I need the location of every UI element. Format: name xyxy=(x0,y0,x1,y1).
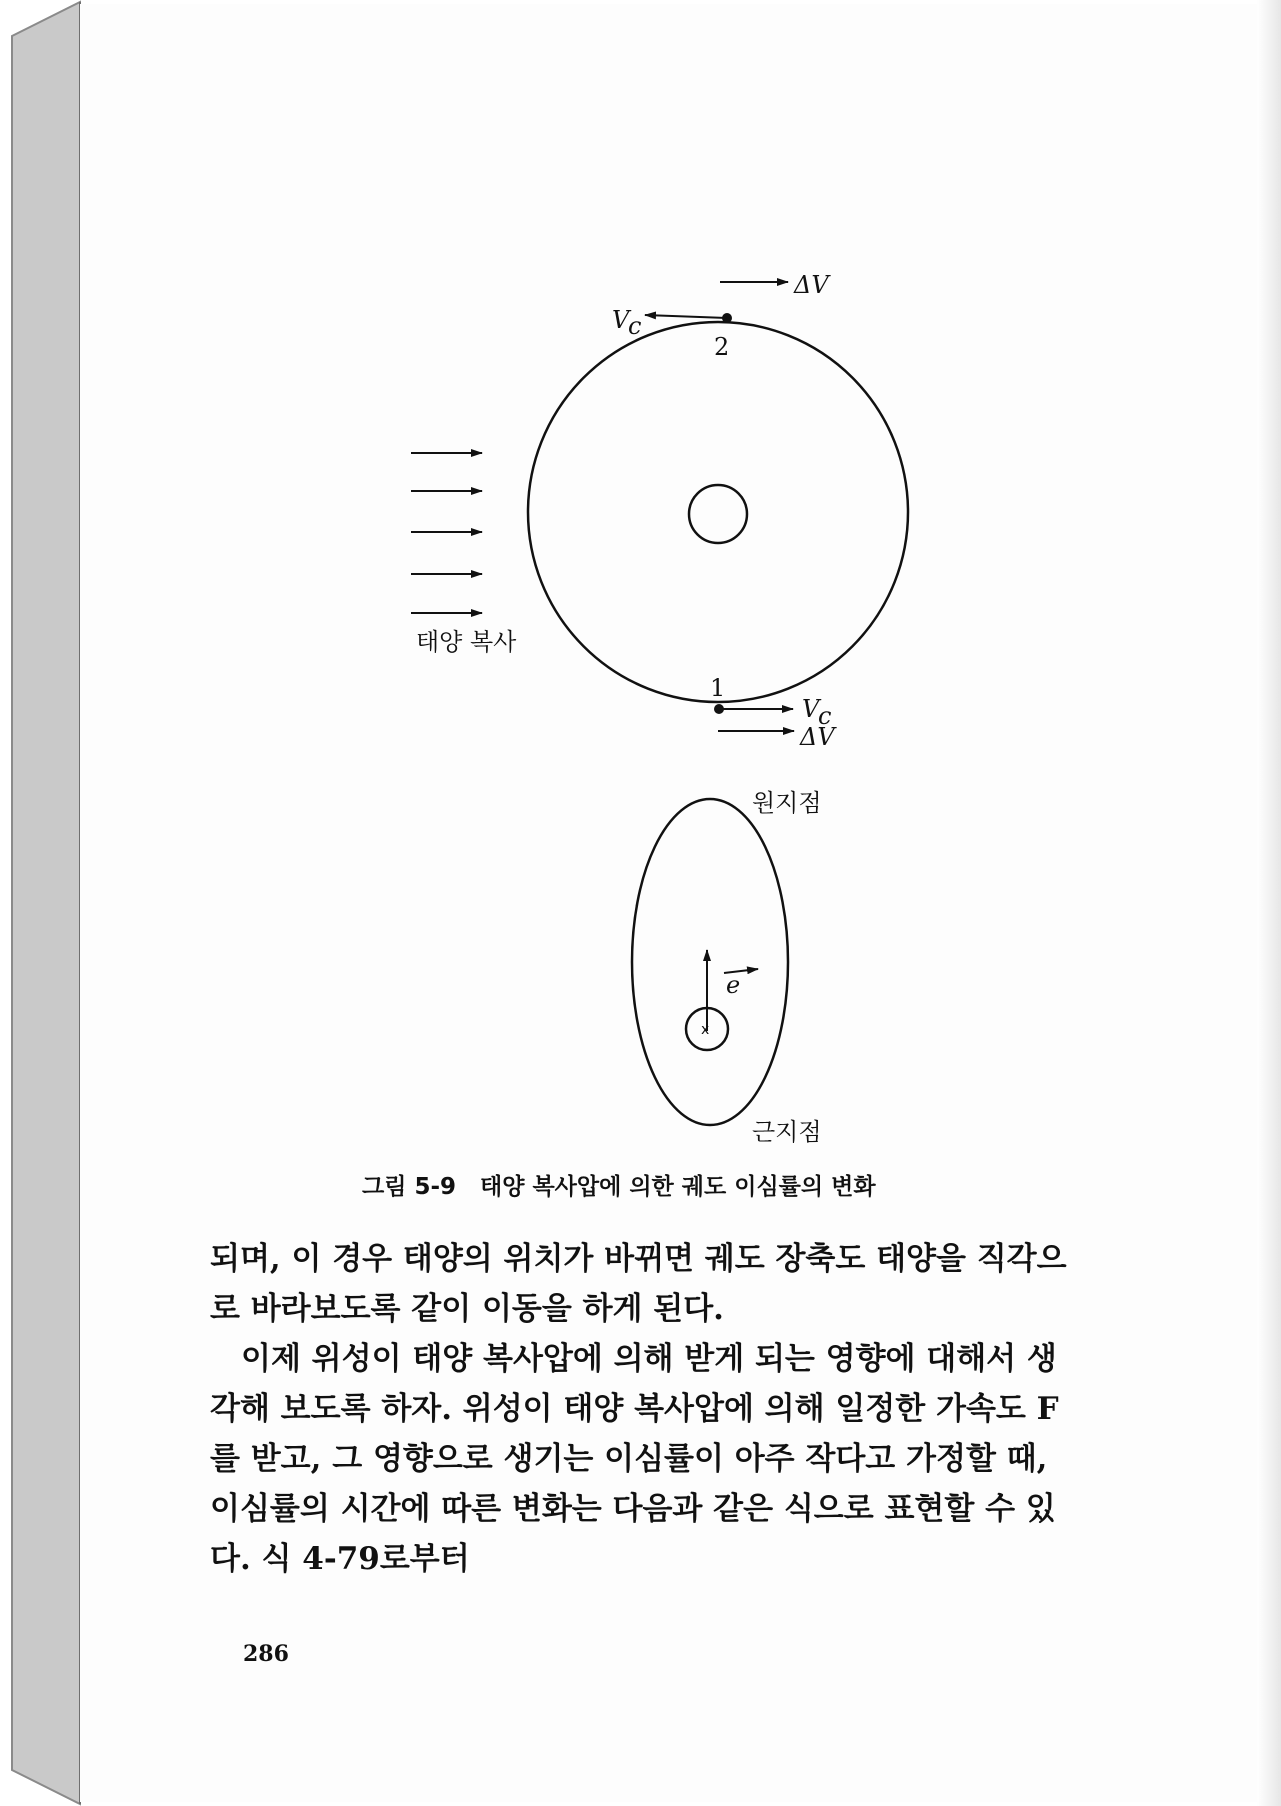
solar-radiation-label: 태양 복사 xyxy=(416,628,517,656)
earth-center-mark: x xyxy=(701,1022,710,1038)
paragraph-line: 로 바라보도록 같이 이동을 하게 된다. xyxy=(210,1291,724,1327)
delta-v-label-bottom: ΔV xyxy=(800,723,835,751)
paragraph-line: 이심률의 시간에 따른 변화는 다음과 같은 식으로 표현할 수 있 xyxy=(210,1491,1056,1527)
body-text xyxy=(210,1234,1110,1584)
earth-circle xyxy=(689,485,747,543)
circular-orbit xyxy=(528,322,908,702)
paragraph-line: 되며, 이 경우 태양의 위치가 바뀌면 궤도 장축도 태양을 직각으 xyxy=(210,1241,1067,1277)
delta-v-label-top: ΔV xyxy=(794,271,829,299)
paragraph-line: 다. 식 4-79로부터 xyxy=(210,1541,470,1577)
paragraph-line: 를 받고, 그 영향으로 생기는 이심률이 아주 작다고 가정할 때, xyxy=(210,1441,1048,1477)
point-1-label: 1 xyxy=(710,674,726,702)
e-vector-label: e xyxy=(726,971,741,999)
perigee-label: 근지점 xyxy=(752,1118,822,1146)
vc-label-bottom-sub: c xyxy=(818,702,832,730)
apogee-label: 원지점 xyxy=(752,789,822,817)
vc-label-top: V xyxy=(612,306,630,334)
point-2-label: 2 xyxy=(714,333,730,361)
vc-arrow-top xyxy=(645,315,727,318)
figure-caption: 그림 5-9 태양 복사압에 의한 궤도 이심률의 변화 xyxy=(362,1174,876,1200)
paragraph-line: 각해 보도록 하자. 위성이 태양 복사압에 의해 일정한 가속도 F xyxy=(210,1391,1059,1427)
vc-label-bottom: V xyxy=(802,695,820,723)
paragraph-line: 이제 위성이 태양 복사압에 의해 받게 되는 영향에 대해서 생 xyxy=(241,1341,1057,1377)
eccentric-orbit xyxy=(632,799,788,1125)
page-number: 286 xyxy=(243,1641,289,1667)
vc-label-top-sub: c xyxy=(628,312,642,340)
